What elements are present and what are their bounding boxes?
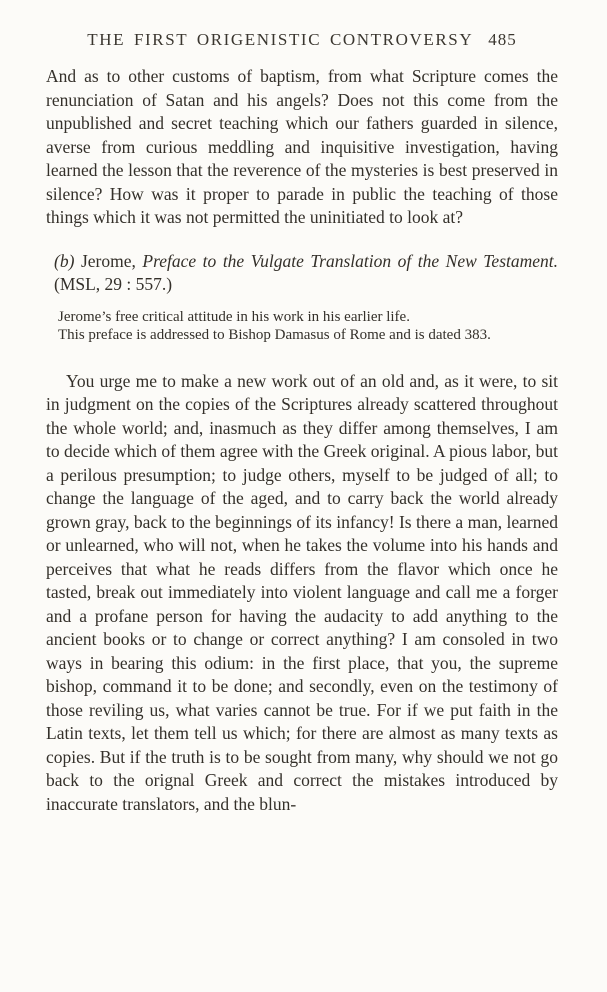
citation-author: Jerome, — [80, 250, 136, 271]
section-label: (b) — [54, 250, 75, 271]
citation-work-title: Preface to the Vulgate Translation of the New Testament. — [142, 250, 559, 271]
paragraph-jerome-preface: You urge me to make a new work out of an old and, as it were, to sit in judgment on the copies of the Scriptures already scattered throughout the whole world; and, inasmuch as they differ among themselves, I am to decide which of them agree with the Greek original. A pious labor, but a perilous presumption; to judge others, myself to be judged of all; to change the language of the aged, and to carry back the world already grown gray, back to the beginnings of its infancy! Is there a man, learned or unlearned, who will not, when he takes the volume into his hands and perceives that what he reads differs from the flavor which once he tasted, break out immediately into violent language and call me a forger and a profane person for having the audacity to add anything to the ancient books or to change or correct anything? I am consoled in two ways in bearing this odium: in the first place, that you, the supreme bishop, command it to be done; and secondly, even on the testimony of those reviling us, what varies cannot be true. For if we put faith in the Latin texts, let them tell us which; for there are almost as many texts as copies. But if the truth is to be sought from many, why should we not go back to the orignal Greek and correct the mistakes introduced by inaccurate translators, and the blun- — [46, 370, 558, 814]
editorial-note-line-1: Jerome’s free critical attitude in his work in his earlier life. — [58, 308, 410, 325]
running-head — [46, 30, 558, 50]
section-heading-citation — [46, 250, 558, 297]
citation-reference: (MSL, 29 : 557.) — [54, 274, 173, 294]
paragraph-baptism-customs: And as to other customs of baptism, from what Scripture comes the renunciation of Satan and his angels? Does not this come from the unpublished and secret teaching which our fathers guarded in silence, averse from curious meddling and inquisitive investigation, having learned the lesson that the reverence of the mysteries is best preserved in silence? How was it proper to parade in public the teaching of those things which it was not permitted the uninitiated to look at? — [46, 66, 558, 227]
editorial-note-line-2: This preface is addressed to Bishop Damasus of Rome and is dated 383. — [58, 326, 491, 343]
running-head-title: THE FIRST ORIGENISTIC CONTROVERSY — [87, 30, 474, 49]
editorial-note — [46, 308, 558, 344]
page-number: 485 — [488, 30, 517, 49]
